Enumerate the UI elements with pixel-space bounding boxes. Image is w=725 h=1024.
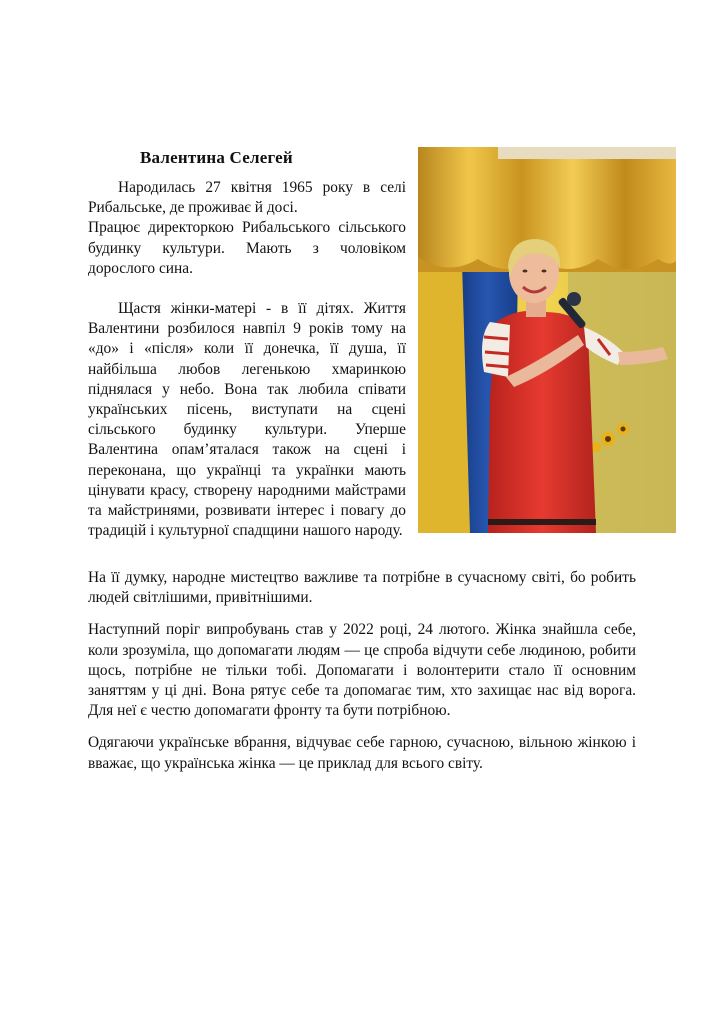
paragraph-opinion: На її думку, народне мистецтво важливе та потрібне в сучасному світі, бо робить людей світлішими, привітнішими. (88, 569, 636, 607)
portrait-photo-icon (418, 147, 676, 533)
paragraph-birth: Народилась 27 квітня 1965 року в селі Рибальське, де проживає й досі. (88, 179, 406, 217)
left-text-column (88, 178, 406, 541)
full-width-text (88, 568, 636, 774)
paragraph-story: Щастя жінки-матері - в її дітях. Життя Валентини розбилося навпіл 9 років тому на «до» і «після» коли її донечка, її душа, її найбільша любов легенькою хмаринкою піднялася у небо. Вона так любила співати українських пісень, виступати на сцені сільського будинку культури. Уперше Валентина опам’яталася також на сцені і переконана, що українці та українки мають цінувати красу, створену народними майстрами та майстринями, розвивати інтерес і повагу до традицій і культурної спадщини нашого народу. (88, 300, 406, 540)
paragraph-closing: Одягаючи українське вбрання, відчуває себе гарною, сучасною, вільною жінкою і вважає, що українська жінка — це приклад для всього світу. (88, 734, 636, 772)
page-title: Валентина Селегей (140, 148, 293, 167)
portrait-photo (418, 147, 676, 533)
paragraph-war: Наступний поріг випробувань став у 2022 році, 24 лютого. Жінка знайшла себе, коли зрозуміла, що допомагати людям — це спроба відчути себе людиною, робити щось, потрібне не тільки тобі. Допомагати і волонтерити стало її основним заняттям у ці дні. Вона рятує себе та допомагає тим, хто захищає нас від ворога. Для неї є честю допомагати фронту та бути потрібною. (88, 621, 636, 720)
paragraph-work: Працює директоркою Рибальського сільського будинку культури. Мають з чоловіком дорослого сина. (88, 219, 406, 277)
